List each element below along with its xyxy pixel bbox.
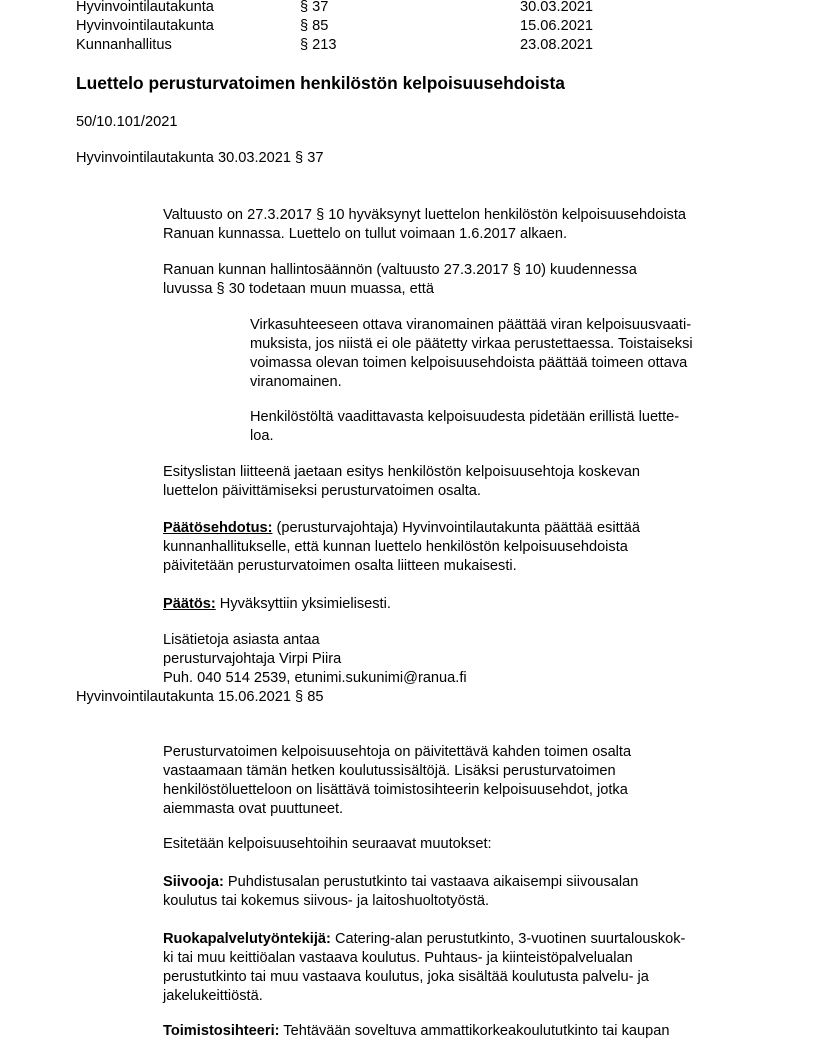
history-date: 30.03.2021 bbox=[520, 0, 594, 15]
history-row bbox=[76, 36, 636, 56]
decision bbox=[163, 595, 391, 614]
qualification-label: Siivooja: bbox=[163, 874, 224, 890]
qualification-ruokapalvelutyontekija bbox=[163, 930, 685, 1006]
history-row bbox=[76, 17, 636, 37]
paragraph bbox=[163, 743, 631, 819]
quotation-line: viranomainen. bbox=[250, 374, 342, 390]
qualification-line: perustutkinto tai muu vastaava koulutus, joka sisältää koulutusta palvelu- ja bbox=[163, 969, 649, 985]
qualification-label: Toimistosihteeri: bbox=[163, 1023, 280, 1039]
quotation-line: muksista, jos niistä ei ole päätetty virkaa perustettaessa. Toistaiseksi bbox=[250, 336, 693, 352]
paragraph-line: Esityslistan liitteenä jaetaan esitys henkilöstön kelpoisuusehtoja koskevan bbox=[163, 464, 641, 480]
history-body: Kunnanhallitus bbox=[76, 37, 172, 53]
contact-line: Lisätietoja asiasta antaa bbox=[163, 632, 320, 648]
document-title: Luettelo perusturvatoimen henkilöstön kelpoisuusehdoista bbox=[76, 73, 565, 93]
quotation bbox=[250, 408, 679, 446]
history-date: 23.08.2021 bbox=[520, 37, 594, 53]
qualification-line: koulutus tai kokemus siivous- ja laitoshuoltotyöstä. bbox=[163, 893, 490, 909]
contact-info bbox=[163, 631, 467, 688]
meeting-heading: Hyvinvointilautakunta 30.03.2021 § 37 bbox=[76, 150, 324, 166]
decision-label: Päätös: bbox=[163, 596, 216, 612]
paragraph bbox=[163, 463, 640, 501]
proposal-line: kunnanhallitukselle, että kunnan luettelo henkilöstön kelpoisuusehdoista bbox=[163, 539, 628, 555]
meeting-heading: Hyvinvointilautakunta 15.06.2021 § 85 bbox=[76, 689, 324, 705]
paragraph-line: vastaamaan tämän hetken koulutussisältöjä. Lisäksi perusturvatoimen bbox=[163, 763, 616, 779]
quotation-line: Henkilöstöltä vaadittavasta kelpoisuudesta pidetään erillistä luette- bbox=[250, 409, 680, 425]
paragraph bbox=[163, 206, 686, 244]
qualification-label: Ruokapalvelutyöntekijä: bbox=[163, 931, 331, 947]
qualification-text: Catering-alan perustutkinto, 3-vuotinen suurtalouskok- bbox=[334, 931, 686, 947]
contact-line: perusturvajohtaja Virpi Piira bbox=[163, 651, 342, 667]
history-body: Hyvinvointilautakunta bbox=[76, 18, 214, 34]
paragraph bbox=[163, 261, 637, 299]
paragraph-line: Ranuan kunnan hallintosäännön (valtuusto 27.3.2017 § 10) kuudennessa bbox=[163, 262, 637, 278]
qualification-text: Tehtävään soveltuva ammattikorkeakoulututkinto tai kaupan bbox=[283, 1023, 670, 1039]
proposal-label: Päätösehdotus: bbox=[163, 520, 273, 536]
qualification-line: ki tai muu keittiöalan vastaava koulutus. Puhtaus- ja kiinteistöpalvelualan bbox=[163, 950, 633, 966]
paragraph: Esitetään kelpoisuusehtoihin seuraavat muutokset: bbox=[163, 836, 492, 852]
paragraph-line: Valtuusto on 27.3.2017 § 10 hyväksynyt luettelon henkilöstön kelpoisuusehdoista bbox=[163, 207, 687, 223]
proposal-text: (perusturvajohtaja) Hyvinvointilautakunta päättää esittää bbox=[276, 520, 640, 536]
quotation-line: voimassa olevan toimen kelpoisuusehdoista päättää toimeen ottava bbox=[250, 355, 688, 371]
qualification-text: Puhdistusalan perustutkinto tai vastaava aikaisempi siivousalan bbox=[227, 874, 639, 890]
quotation-line: Virkasuhteeseen ottava viranomainen päättää viran kelpoisuusvaati- bbox=[250, 317, 692, 333]
history-section: § 213 bbox=[300, 37, 337, 53]
history-date: 15.06.2021 bbox=[520, 18, 594, 34]
history-row bbox=[76, 0, 636, 18]
paragraph-line: luettelon päivittämiseksi perusturvatoimen osalta. bbox=[163, 483, 481, 499]
paragraph-line: henkilöstöluetteloon on lisättävä toimistosihteerin kelpoisuusehdot, jotka bbox=[163, 782, 628, 798]
quotation-line: loa. bbox=[250, 428, 274, 444]
history-section: § 37 bbox=[300, 0, 329, 15]
decision-text: Hyväksyttiin yksimielisesti. bbox=[219, 596, 391, 612]
document-number: 50/10.101/2021 bbox=[76, 114, 178, 130]
quotation bbox=[250, 316, 693, 392]
history-body: Hyvinvointilautakunta bbox=[76, 0, 214, 15]
qualification-siivooja bbox=[163, 873, 638, 911]
qualification-toimistosihteeri bbox=[163, 1022, 669, 1041]
proposal bbox=[163, 519, 640, 576]
history-section: § 85 bbox=[300, 18, 329, 34]
paragraph-line: Ranuan kunnassa. Luettelo on tullut voimaan 1.6.2017 alkaen. bbox=[163, 226, 568, 242]
proposal-line: päivitetään perusturvatoimen osalta liitteen mukaisesti. bbox=[163, 558, 517, 574]
qualification-line: jakelukeittiöstä. bbox=[163, 988, 263, 1004]
contact-line: Puh. 040 514 2539, etunimi.sukunimi@ranua.fi bbox=[163, 670, 467, 686]
paragraph-line: aiemmasta ovat puuttuneet. bbox=[163, 801, 344, 817]
paragraph-line: Perusturvatoimen kelpoisuusehtoja on päivitettävä kahden toimen osalta bbox=[163, 744, 632, 760]
paragraph-line: luvussa § 30 todetaan muun muassa, että bbox=[163, 281, 434, 297]
